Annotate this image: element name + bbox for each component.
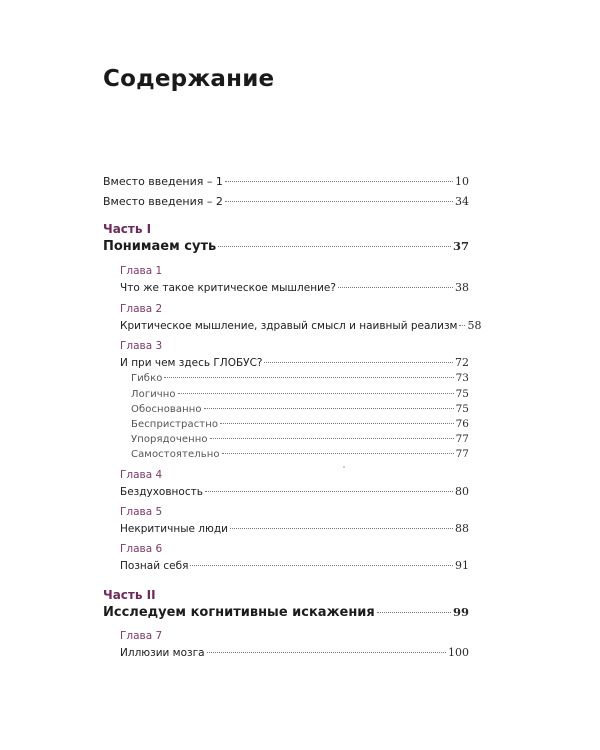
section-title: Логично [131, 389, 176, 400]
chapter-entry[interactable] [120, 485, 469, 498]
dot-leader [204, 408, 454, 409]
section-title: Самостоятельно [131, 449, 220, 460]
part-title: Понимаем суть [103, 239, 217, 254]
section-entry[interactable] [131, 418, 469, 430]
dot-leader [377, 612, 451, 613]
dot-leader [210, 438, 454, 439]
toc-page-number: 72 [455, 356, 469, 369]
toc-page-number: 75 [455, 388, 469, 400]
dot-leader [338, 287, 453, 288]
toc-page-number: 75 [455, 403, 469, 415]
chapter-title: И при чем здесь ГЛОБУС? [120, 357, 263, 369]
dot-leader [190, 565, 453, 566]
dot-leader [222, 453, 454, 454]
section-entry[interactable] [131, 388, 469, 400]
dot-leader [225, 181, 453, 182]
toc-page-number: 58 [467, 319, 482, 332]
section-title: Беспристрастно [131, 419, 219, 430]
toc-page-number: 73 [455, 372, 469, 384]
toc-page-number: 10 [455, 175, 469, 188]
dot-leader [205, 491, 453, 492]
section-entry[interactable] [131, 433, 469, 445]
chapter-title: Критическое мышление, здравый смысл и наивный реализм [120, 320, 458, 332]
chapter-title: Что же такое критическое мышление? [120, 282, 336, 294]
toc-entry[interactable] [103, 175, 469, 188]
part-heading: Часть II [103, 588, 156, 602]
section-title: Гибко [131, 373, 163, 384]
chapter-title: Бездуховность [120, 486, 203, 498]
chapter-title: Познай себя [120, 560, 189, 572]
toc-page-number: 77 [455, 433, 469, 445]
page-title: Содержание [103, 66, 275, 92]
toc-page-number: 37 [452, 239, 469, 253]
dot-leader [218, 246, 451, 247]
chapter-title: Некритичные люди [120, 523, 228, 535]
chapter-heading: Глава 4 [120, 469, 163, 481]
toc-entry-label: Вместо введения – 2 [103, 195, 223, 208]
section-entry[interactable] [131, 448, 469, 460]
toc-page-number: 80 [455, 485, 469, 498]
dot-leader [207, 652, 446, 653]
dot-leader [230, 528, 453, 529]
section-title: Упорядоченно [131, 434, 208, 445]
dot-leader [225, 201, 453, 202]
chapter-heading: Глава 3 [120, 340, 163, 352]
section-title: Обоснованно [131, 404, 202, 415]
toc-page-number: 77 [455, 448, 469, 460]
part-title-entry[interactable] [103, 239, 469, 254]
chapter-heading: Глава 6 [120, 543, 163, 555]
toc-entry[interactable] [103, 195, 469, 208]
chapter-entry[interactable] [120, 281, 469, 294]
toc-page-number: 38 [455, 281, 469, 294]
part-title: Исследуем когнитивные искажения [103, 605, 375, 620]
part-heading: Часть I [103, 222, 152, 236]
chapter-title: Иллюзии мозга [120, 647, 205, 659]
dot-leader [459, 325, 465, 326]
chapter-heading: Глава 2 [120, 303, 163, 315]
dot-leader [164, 377, 453, 378]
dot-leader [264, 362, 453, 363]
toc-page-number: 100 [448, 646, 469, 659]
toc-page-number: 88 [455, 522, 469, 535]
toc-entry-label: Вместо введения – 1 [103, 175, 223, 188]
dot-leader [220, 423, 454, 424]
chapter-heading: Глава 7 [120, 630, 163, 642]
dot-leader [178, 393, 454, 394]
toc-page-number: 76 [455, 418, 469, 430]
chapter-entry[interactable] [120, 319, 482, 332]
part-title-entry[interactable] [103, 605, 469, 620]
toc-page-number: 99 [452, 605, 469, 619]
chapter-heading: Глава 1 [120, 265, 163, 277]
chapter-entry[interactable] [120, 356, 469, 369]
section-entry[interactable] [131, 403, 469, 415]
toc-page-number: 34 [455, 195, 469, 208]
toc-page-number: 91 [455, 559, 469, 572]
chapter-heading: Глава 5 [120, 506, 163, 518]
section-entry[interactable] [131, 372, 469, 384]
print-speck [343, 466, 345, 468]
chapter-entry[interactable] [120, 522, 469, 535]
chapter-entry[interactable] [120, 559, 469, 572]
chapter-entry[interactable] [120, 646, 469, 659]
